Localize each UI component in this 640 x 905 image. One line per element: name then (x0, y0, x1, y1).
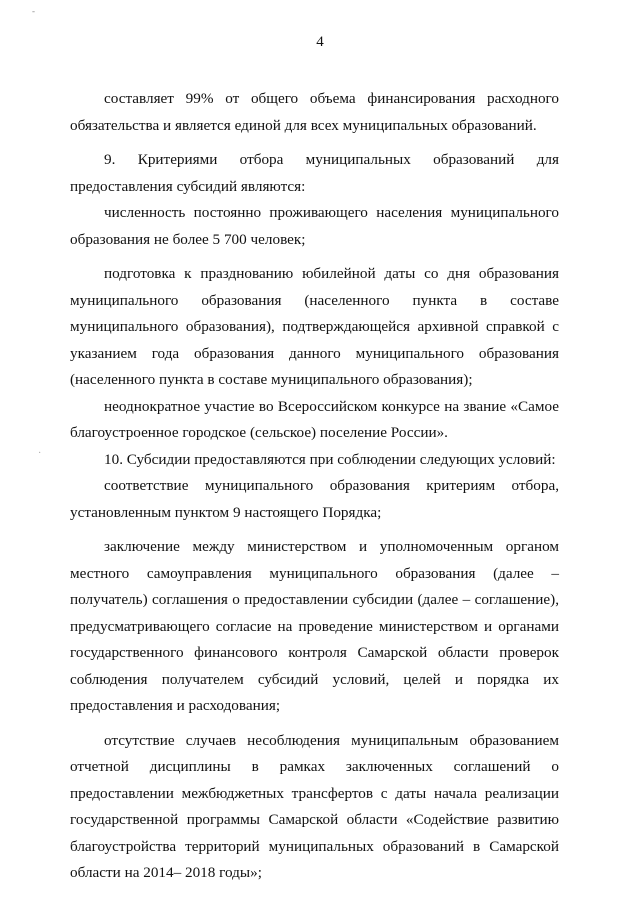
paragraph-criteria-heading: 9. Критериями отбора муниципальных образований для предоставления субсидий являются: (70, 151, 559, 195)
document-body (70, 86, 559, 887)
paragraph-anniversary-criterion: подготовка к празднованию юбилейной даты со дня образования муниципального образования (населенного пункта в составе муниципального образования), подтверждающейся архивной справкой с указанием года образования данного муниципального образования (населенного пункта в составе муниципального образования); (70, 265, 559, 388)
paragraph-criteria-compliance: соответствие муниципального образования критериям отбора, установленным пунктом 9 настоящего Порядка; (70, 477, 559, 521)
paragraph-conditions-heading: 10. Субсидии предоставляются при соблюдении следующих условий: (104, 450, 556, 468)
page-number: 4 (316, 34, 324, 50)
paragraph-reporting-discipline: отсутствие случаев несоблюдения муниципальным образованием отчетной дисциплины в рамках заключенных соглашений о предоставлении межбюджетных трансфертов с даты начала реализации государственной программы Самарской области «Содействие развитию благоустройства территорий муниципальных образований в Самарской области на 2014– 2018 годы»; (70, 731, 559, 881)
scan-speck: · (38, 448, 42, 459)
paragraph-contest-criterion: неоднократное участие во Всероссийском конкурсе на звание «Самое благоустроенное городское (сельское) поселение России». (70, 397, 559, 441)
paragraph-agreement-condition: заключение между министерством и уполномоченным органом местного самоуправления муниципального образования (далее – получатель) соглашения о предоставлении субсидии (далее – соглашение), предусматривающего согласие на проведение министерством и органами государственного финансового контроля Самарской области проверок соблюдения получателем субсидий условий, целей и порядка их предоставления и расходования; (70, 538, 559, 714)
corner-mark: - (32, 6, 35, 16)
paragraph-population-criterion: численность постоянно проживающего населения муниципального образования не более 5 700 человек; (70, 204, 559, 248)
paragraph-funding-share: составляет 99% от общего объема финансирования расходного обязательства и является единой для всех муниципальных образований. (70, 90, 559, 134)
